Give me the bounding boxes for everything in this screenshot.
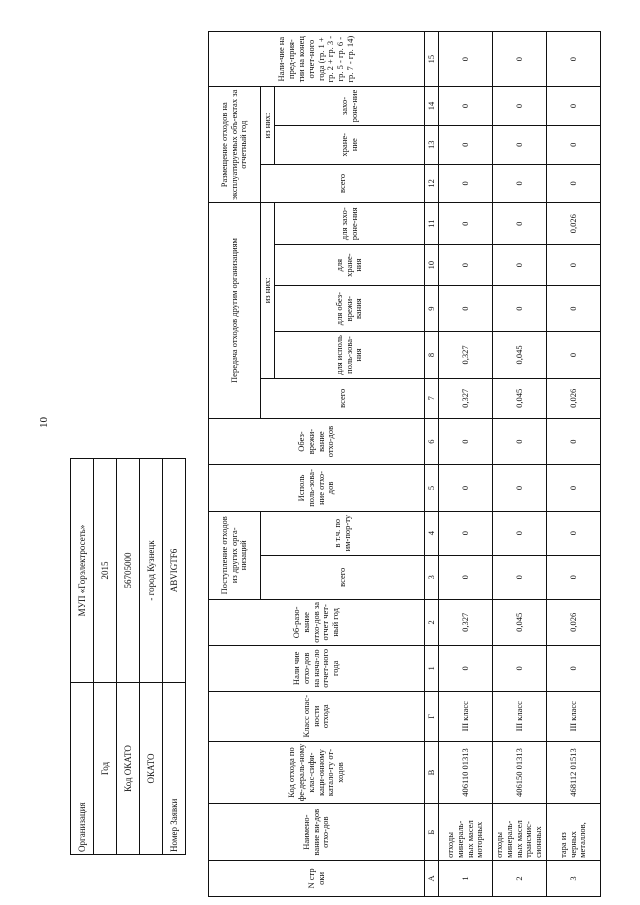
table-cell: 0 [439, 511, 493, 555]
table-cell: 0,045 [493, 332, 547, 378]
header-transfer-of-them: из них: [261, 203, 275, 378]
table-cell: 0 [493, 645, 547, 691]
info-row [117, 459, 140, 855]
header-waste-name: Наимено-вание ви-дов отхо-дов [209, 804, 425, 861]
header-placement-store: хране-ние [275, 125, 425, 164]
table-cell: 0 [493, 418, 547, 464]
column-number: 3 [425, 555, 439, 599]
table-cell: 0 [439, 32, 493, 87]
table-cell: 0 [547, 286, 601, 332]
column-number: Г [425, 691, 439, 741]
table-cell: 0,026 [547, 203, 601, 245]
column-number: В [425, 741, 439, 804]
info-label: Код ОКАТО [117, 683, 140, 855]
header-hazard-class: Класс опас-ности отхода [209, 691, 425, 741]
column-number: 13 [425, 125, 439, 164]
info-value: 56705000 [117, 459, 140, 683]
table-cell: 0,327 [439, 599, 493, 645]
header-end-balance: Нали-чие на пред-прия-тии на конец отчет-ного года (гр. 1 + гр. 2 + гр. 3 - гр. 5 - гр. 6 - гр. 7 - гр. 14) [209, 32, 425, 87]
header-line-number: N стр оки [209, 860, 425, 896]
table-cell: III класс [547, 691, 601, 741]
table-cell: 0 [547, 164, 601, 202]
info-label: ОКАТО [140, 683, 163, 855]
table-cell: 0 [493, 125, 547, 164]
info-row [94, 459, 117, 855]
header-transfer-store: для хране-ния [275, 245, 425, 286]
header-placement-of-them: из них: [261, 87, 275, 164]
column-number: 1 [425, 645, 439, 691]
table-cell: 0 [439, 286, 493, 332]
waste-name-cell: отходы минераль-ных масел трансмис-сионных [493, 804, 547, 861]
column-number: 11 [425, 203, 439, 245]
table-cell: 0 [547, 332, 601, 378]
header-received-total: всего [261, 555, 425, 599]
table-cell: 0 [547, 418, 601, 464]
table-cell: III класс [439, 691, 493, 741]
table-cell: 2 [493, 860, 547, 896]
column-number: 2 [425, 599, 439, 645]
info-label: Организация [71, 683, 94, 855]
table-row [439, 32, 493, 897]
column-number: 5 [425, 465, 439, 511]
table-cell: 0,026 [547, 378, 601, 418]
table-cell: 406150 01313 [493, 741, 547, 804]
table-cell: 0 [547, 645, 601, 691]
info-value: МУП «Горэлектросеть» [71, 459, 94, 683]
column-number: 6 [425, 418, 439, 464]
column-number-row [425, 32, 439, 897]
table-cell: 1 [439, 860, 493, 896]
table-cell: 0,026 [547, 599, 601, 645]
table-cell: 3 [547, 860, 601, 896]
table-cell: 0 [493, 511, 547, 555]
table-cell: 0 [439, 164, 493, 202]
header-transfer-bury: для захо-роне-ния [275, 203, 425, 245]
waste-name-cell: отходы минераль-ных масел моторных [439, 804, 493, 861]
header-transfer: Передача отходов другим организациям [209, 203, 261, 419]
column-number: 15 [425, 32, 439, 87]
column-number: 12 [425, 164, 439, 202]
header-placement: Размещение отходов на эксплуатируемых объ-ектах за отчетный год [209, 87, 261, 203]
table-cell: 0,045 [493, 378, 547, 418]
table-cell: 0,327 [439, 378, 493, 418]
table-cell: 0 [547, 465, 601, 511]
info-label: Номер Заявки [163, 683, 186, 855]
waste-name-cell: тара из черных металлов, [547, 804, 601, 861]
table-cell: 0 [547, 125, 601, 164]
table-cell: 0,327 [439, 332, 493, 378]
table-cell: 0 [439, 203, 493, 245]
column-number: 4 [425, 511, 439, 555]
header-placement-bury: захо-роне-ние [275, 87, 425, 126]
table-cell: 0 [493, 87, 547, 126]
info-value: ABVIGTF6 [163, 459, 186, 683]
table-cell: 0 [547, 245, 601, 286]
info-label: Год [94, 683, 117, 855]
table-cell: 0 [493, 245, 547, 286]
table-cell: 0 [439, 555, 493, 599]
table-cell: 468112 01513 [547, 741, 601, 804]
table-cell: 0 [493, 164, 547, 202]
table-cell: 0 [547, 32, 601, 87]
header-neutralized: Обез-врежи-вание отхо-дов [209, 418, 425, 464]
table-cell: 0 [439, 125, 493, 164]
header-received-import: в т.ч. по им-пор-ту [261, 511, 425, 555]
table-row [547, 32, 601, 897]
header-transfer-neutralize: для обез-врежи-вания [275, 286, 425, 332]
table-cell: 0 [439, 418, 493, 464]
column-number: 8 [425, 332, 439, 378]
column-number: Б [425, 804, 439, 861]
header-received: Поступление отходов из других орга-низаций [209, 511, 261, 599]
organization-info-table [70, 458, 186, 855]
table-cell: 0 [547, 511, 601, 555]
table-cell: III класс [493, 691, 547, 741]
header-start-balance: Нали чие отхо-дов на нача-ло отчет-ного года [209, 645, 425, 691]
table-cell: 0 [439, 465, 493, 511]
header-waste-code: Код отхода по фе-дераль-ному клас-сифи-каци-онному катало-гу от-ходов [209, 741, 425, 804]
info-value: - город Кузнецк [140, 459, 163, 683]
table-cell: 0 [493, 555, 547, 599]
info-row [71, 459, 94, 855]
header-transfer-total: всего [261, 378, 425, 418]
header-placement-total: всего [261, 164, 425, 202]
table-cell: 0 [493, 286, 547, 332]
table-cell: 0 [439, 87, 493, 126]
table-cell: 0 [547, 555, 601, 599]
column-number: 9 [425, 286, 439, 332]
header-formed: Об-разо-вание отхо-дов за отчет чет-ный год [209, 599, 425, 645]
table-cell: 406110 01313 [439, 741, 493, 804]
info-row [140, 459, 163, 855]
column-number: 7 [425, 378, 439, 418]
column-number: 10 [425, 245, 439, 286]
info-row [163, 459, 186, 855]
header-used: Исполь поль-зова-ние отхо-дов [209, 465, 425, 511]
table-cell: 0 [493, 32, 547, 87]
table-cell: 0 [439, 245, 493, 286]
page-number: 10 [38, 417, 50, 428]
table-row [493, 32, 547, 897]
table-cell: 0 [493, 203, 547, 245]
table-cell: 0 [493, 465, 547, 511]
column-number: 14 [425, 87, 439, 126]
waste-table [208, 31, 601, 897]
info-value: 2015 [94, 459, 117, 683]
column-number: А [425, 860, 439, 896]
table-cell: 0,045 [493, 599, 547, 645]
table-cell: 0 [547, 87, 601, 126]
table-cell: 0 [439, 645, 493, 691]
header-transfer-use: для исполь поль-зова-ния [275, 332, 425, 378]
